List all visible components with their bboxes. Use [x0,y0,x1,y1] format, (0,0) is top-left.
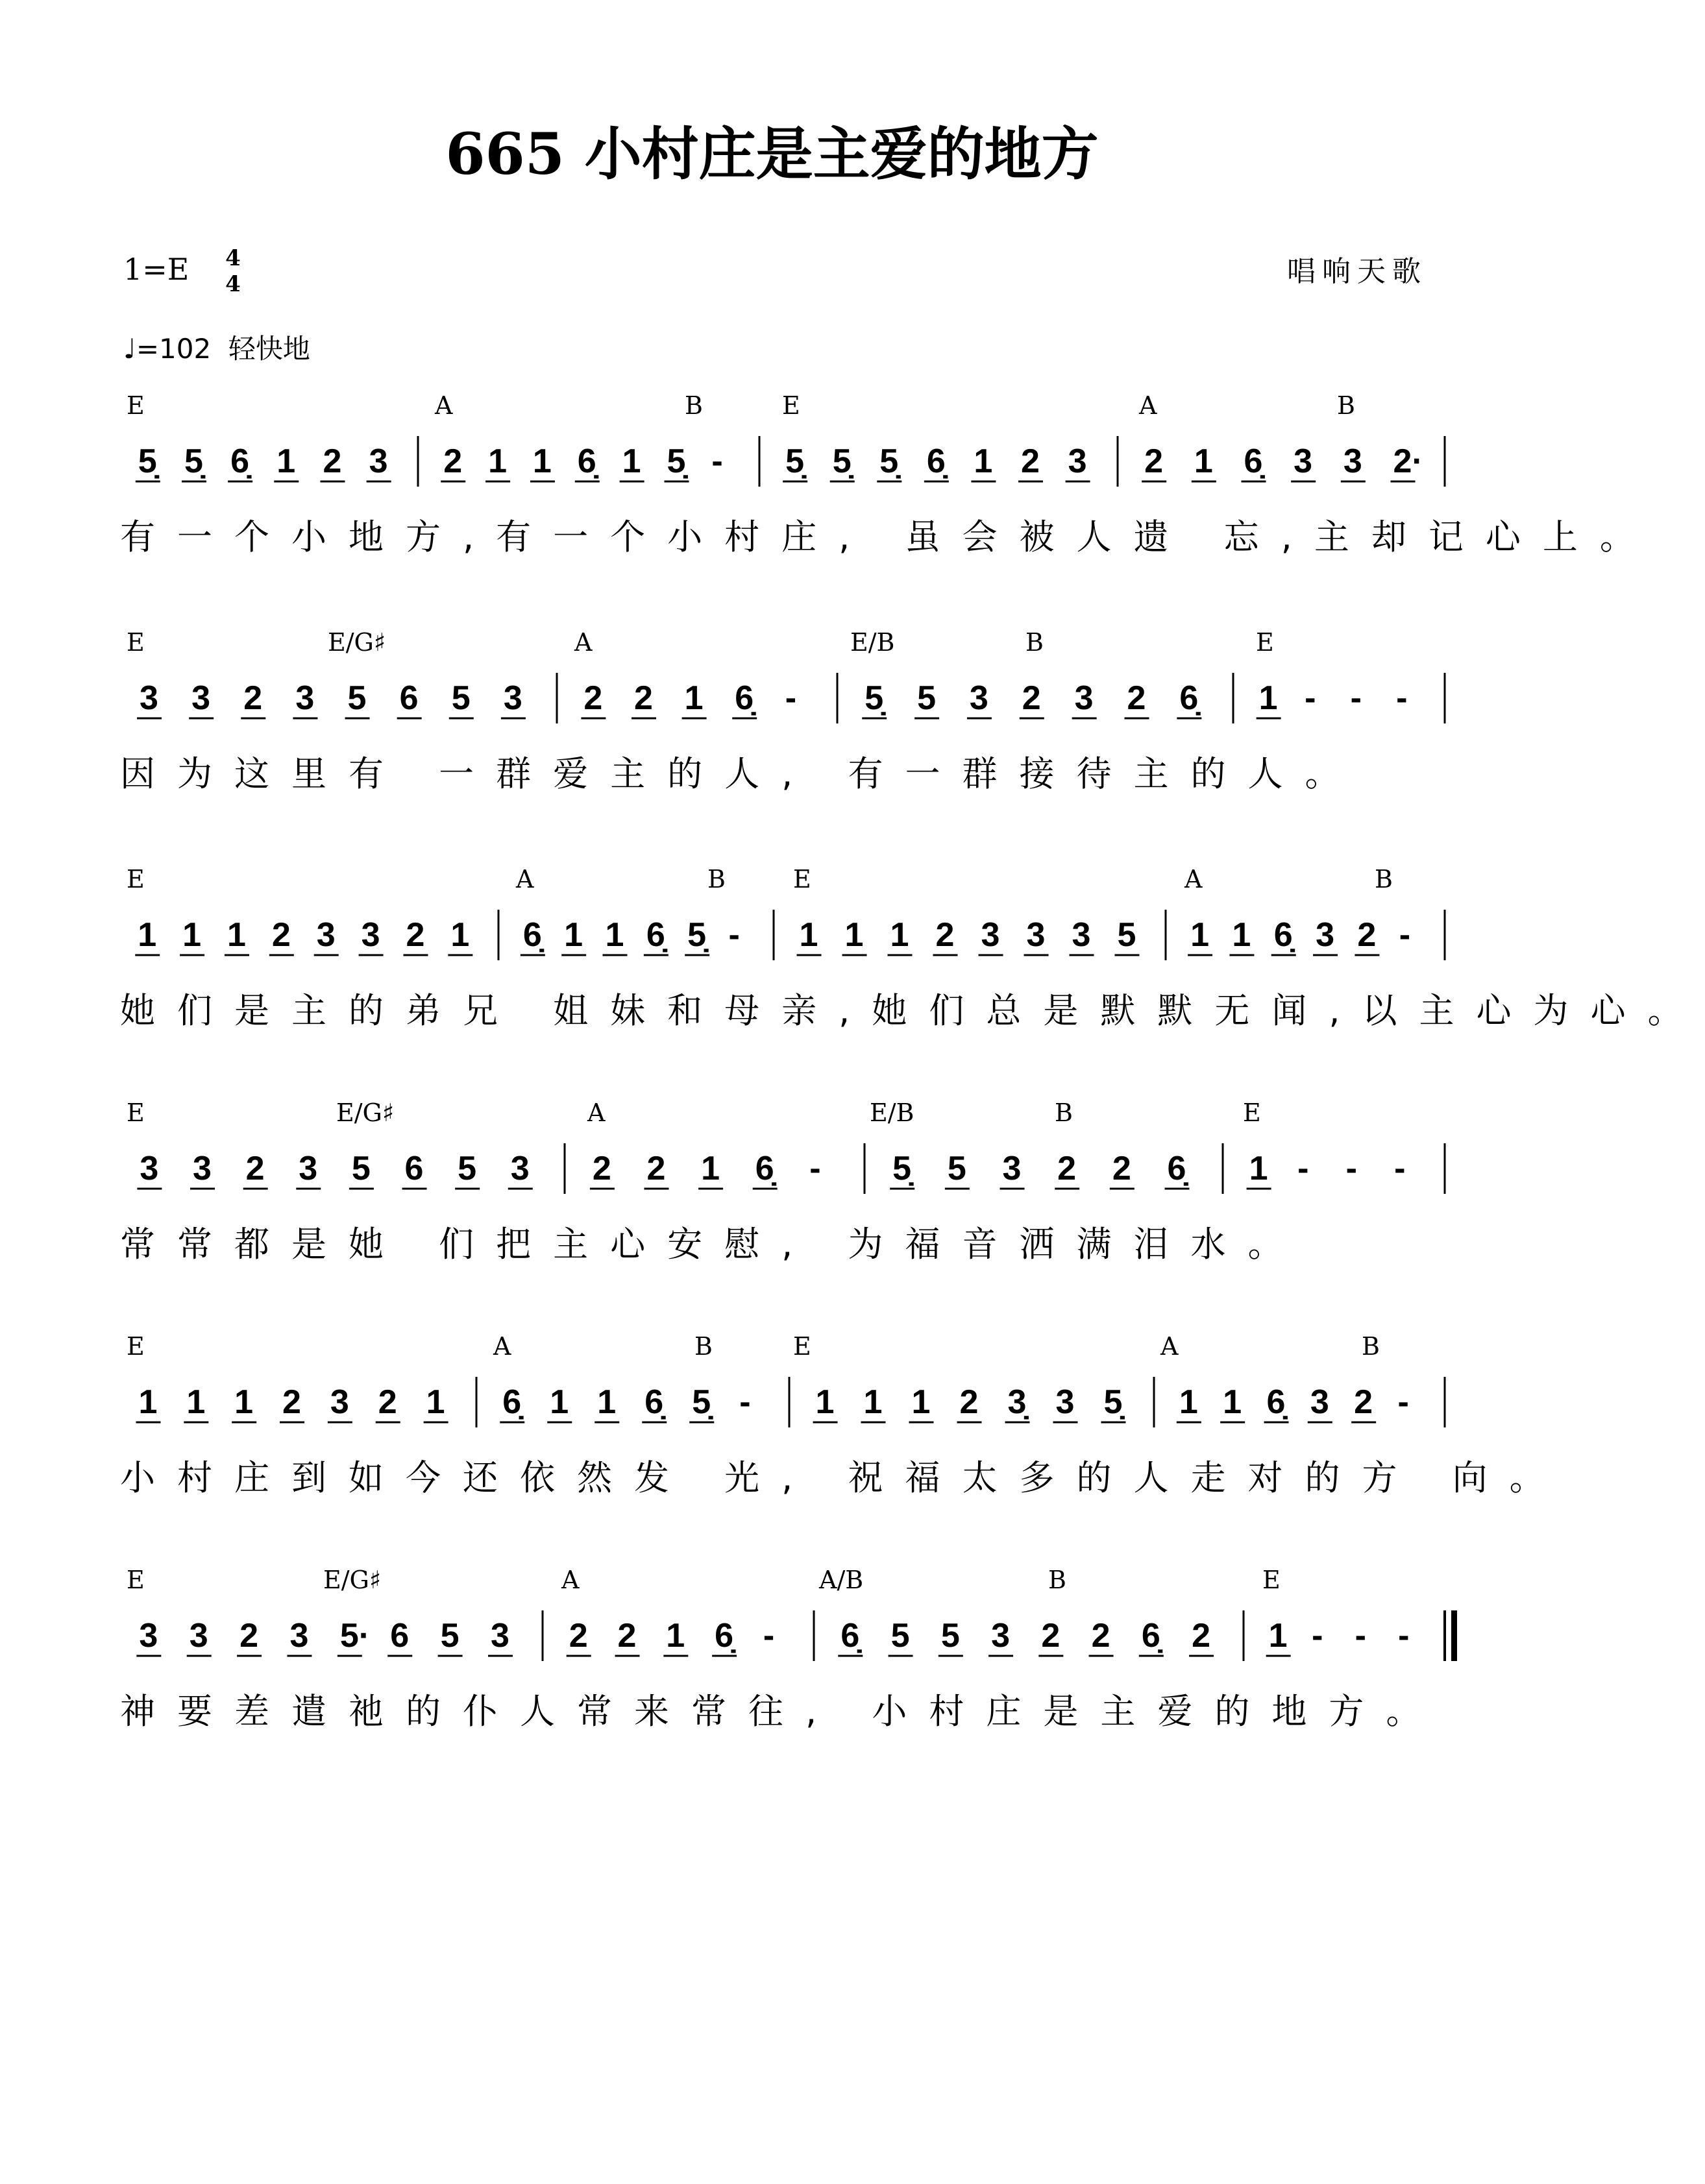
note-number: 3 [969,679,988,717]
note-number: 2 [646,1150,666,1187]
note-number: 1 [684,679,704,717]
note-number: 6̣ [1179,679,1199,717]
dash-extension: - [1394,1150,1406,1187]
note-number: 1 [1249,1150,1268,1187]
note-number: 6̣ [755,1150,774,1187]
time-signature-top: 4 [225,245,241,271]
note-number: 2 [245,1150,265,1187]
staff-line [0,389,1544,506]
tempo-expression: 轻快地 [228,333,310,365]
note-number: 5 [940,1617,960,1655]
credit: 唱响天歌 [1287,255,1427,288]
chord-symbol: E [127,1098,145,1127]
score-system [0,1097,1544,1291]
dash-extension: - [711,443,723,480]
chord-symbol: E/B [870,1098,914,1127]
note-number: 2 [1357,916,1377,954]
note-number: 1 [1194,443,1213,480]
staff-line [0,863,1544,980]
note-number: 5̣ [785,443,805,480]
staff-line [0,1330,1544,1447]
note-number: 1 [564,916,583,954]
note-number: 3 [1074,679,1094,717]
note-number: 1 [911,1383,931,1421]
note-number: 5̣ [138,443,157,480]
score-system [0,1564,1544,1758]
note-number: 3 [189,1617,208,1655]
note-number: 3 [1068,443,1087,480]
chord-symbol: E [1243,1098,1261,1127]
note-number: 6̣ [522,916,542,954]
chord-symbol: E [1256,628,1274,657]
note-number: 3 [981,916,1000,954]
chord-symbol: E [782,391,800,420]
note-number: 5̣ [879,443,899,480]
note-number: 3 [361,916,380,954]
note-number: 5̣ [865,679,884,717]
dash-extension: - [1396,679,1408,717]
chord-symbol: A [587,1098,606,1127]
chord-symbol: E/G♯ [336,1098,395,1127]
note-number: 1 [1268,1617,1288,1655]
note-number: 1 [1258,679,1278,717]
note-number: 1 [666,1617,685,1655]
note-number: 3 [1316,916,1335,954]
note-number: 2 [1144,443,1164,480]
note-number: 1 [138,1383,158,1421]
note-number: 1 [532,443,552,480]
dash-extension: - [1297,1150,1309,1187]
note-number: 3 [289,1617,309,1655]
note-number: 1 [1232,916,1251,954]
score-system [0,1330,1567,1525]
note-number: 3 [503,679,522,717]
note-number: 2 [323,443,342,480]
lyric-line: 小村庄到如今还依然发 光, 祝福太多的人走对的方 向。 [120,1457,1567,1498]
note-number: 5 [458,1150,477,1187]
note-number: 5 [440,1617,460,1655]
note-number: 2 [282,1383,301,1421]
note-number: 5· [339,1617,371,1655]
note-number: 6̣ [1273,916,1293,954]
quarter-note-icon: ♩ [123,333,136,365]
note-number: 5 [947,1150,966,1187]
lyric-line: 因为这里有 一群爱主的人, 有一群接待主的人。 [120,753,1362,794]
note-number: 1 [1190,916,1210,954]
dash-extension: - [809,1150,821,1187]
note-number: 3 [991,1617,1010,1655]
note-number: 2 [583,679,603,717]
note-number: 5 [451,679,471,717]
note-number: 5 [351,1150,371,1187]
time-signature [219,245,247,297]
note-number: 3 [1072,916,1091,954]
staff-line [0,1097,1544,1213]
note-number: 5 [917,679,936,717]
note-number: 1 [450,916,470,954]
note-number: 1 [605,916,624,954]
dash-extension: - [1397,1383,1409,1421]
note-number: 2 [1354,1383,1373,1421]
note-number: 2 [1057,1150,1077,1187]
chord-symbol: A/B [819,1566,864,1594]
note-number: 6̣ [644,1383,664,1421]
note-number: 5̣ [667,443,686,480]
note-number: 1 [597,1383,617,1421]
dash-extension: - [1398,1617,1410,1655]
note-number: 6̣ [840,1617,860,1655]
note-number: 6 [399,679,419,717]
chord-symbol: B [685,391,703,420]
note-number: 2 [935,916,955,954]
note-number: 3 [140,1150,159,1187]
dash-extension: - [1305,679,1316,717]
note-number: 6̣ [502,1383,522,1421]
key-signature: 1=E [123,252,190,287]
note-number: 5̣ [832,443,852,480]
note-number: 5̣ [184,443,203,480]
note-number: 3 [369,443,388,480]
chord-symbol: B [694,1332,713,1361]
chord-symbol: B [1362,1332,1380,1361]
chord-symbol: A [516,865,534,893]
chord-symbol: A [435,391,453,420]
note-number: 2 [1021,443,1040,480]
dash-extension: - [1355,1617,1366,1655]
dash-extension: - [785,679,797,717]
note-number: 2 [1127,679,1146,717]
dash-extension: - [728,916,740,954]
chord-symbol: A [493,1332,511,1361]
chord-symbol: E [127,628,145,657]
score-system [0,863,1705,1058]
note-number: 2· [1393,443,1423,480]
tempo-marking [123,328,310,367]
note-number: 3̣ [1007,1383,1027,1421]
note-number: 2 [1022,679,1041,717]
chord-symbol: E/G♯ [328,628,386,657]
chord-symbol: E [127,865,145,893]
chord-symbol: A [1139,391,1157,420]
chord-symbol: E [793,865,811,893]
chord-symbol: E [1262,1566,1281,1594]
note-number: 1 [138,916,157,954]
note-number: 1 [550,1383,569,1421]
chord-symbol: A [574,628,593,657]
dash-extension: - [739,1383,751,1421]
note-number: 6̣ [1141,1617,1160,1655]
note-number: 1 [863,1383,883,1421]
staff-line [0,1564,1544,1680]
note-number: 1 [426,1383,445,1421]
note-number: 1 [234,1383,254,1421]
chord-symbol: A [1184,865,1203,893]
dash-extension: - [1350,679,1362,717]
note-number: 5 [1117,916,1136,954]
chord-symbol: E [127,391,145,420]
final-barline-thick [1451,1610,1457,1661]
note-number: 3 [1026,916,1046,954]
note-number: 6̣ [926,443,946,480]
note-number: 6̣ [1266,1383,1286,1421]
note-number: 2 [443,443,463,480]
note-number: 3 [1055,1383,1075,1421]
chord-symbol: B [1337,391,1355,420]
note-number: 6̣ [646,916,665,954]
note-number: 2 [1041,1617,1061,1655]
note-number: 1 [488,443,507,480]
note-number: 1 [799,916,818,954]
note-number: 3 [1294,443,1313,480]
note-number: 2 [406,916,425,954]
note-number: 1 [276,443,296,480]
note-number: 3 [316,916,336,954]
chord-symbol: E [127,1566,145,1594]
dash-extension: - [1312,1617,1323,1655]
note-number: 1 [844,916,864,954]
note-number: 3 [1343,443,1362,480]
note-number: 1 [1179,1383,1198,1421]
note-number: 3 [299,1150,318,1187]
note-number: 5 [347,679,367,717]
chord-symbol: E/B [850,628,895,657]
staff-line [0,626,1544,743]
dash-extension: - [1399,916,1411,954]
note-number: 1 [701,1150,720,1187]
note-number: 6̣ [715,1617,734,1655]
note-number: 1 [815,1383,835,1421]
song-title: 665 小村庄是主爱的地方 [445,120,1099,188]
note-number: 3 [140,679,158,717]
lyric-line: 神要差遣祂的仆人常来常往, 小村庄是主爱的地方。 [120,1691,1443,1732]
note-number: 3 [1002,1150,1022,1187]
note-number: 1 [974,443,993,480]
note-number: 2 [1112,1150,1131,1187]
note-number: 2 [1192,1617,1210,1655]
chord-symbol: E [127,1332,145,1361]
time-signature-bottom: 4 [225,271,241,297]
note-number: 2 [239,1617,259,1655]
note-number: 3 [330,1383,349,1421]
note-number: 2 [959,1383,979,1421]
lyric-line: 她们是主的弟兄 姐妹和母亲,她们总是默默无闻,以主心为心。 [120,990,1705,1031]
note-number: 2 [592,1150,611,1187]
note-number: 2 [243,679,263,717]
chord-symbol: B [707,865,726,893]
dash-extension: - [1345,1150,1357,1187]
note-number: 5̣ [692,1383,711,1421]
lyric-line: 常常都是她 们把主心安慰, 为福音洒满泪水。 [120,1224,1305,1265]
note-number: 3 [510,1150,530,1187]
note-number: 3 [490,1617,509,1655]
note-number: 6̣ [1244,443,1263,480]
note-number: 1 [182,916,202,954]
score-system [0,626,1544,821]
chord-symbol: B [1025,628,1044,657]
chord-symbol: B [1375,865,1393,893]
note-number: 1 [186,1383,206,1421]
note-number: 3 [139,1617,158,1655]
note-number: 6 [404,1150,424,1187]
note-number: 2 [271,916,291,954]
chord-symbol: B [1055,1098,1073,1127]
dash-extension: - [763,1617,775,1655]
note-number: 6̣ [735,679,754,717]
chord-symbol: B [1048,1566,1066,1594]
note-number: 5̣ [1103,1383,1123,1421]
note-number: 6 [390,1617,410,1655]
note-number: 3 [295,679,315,717]
note-number: 1 [227,916,246,954]
note-number: 6̣ [230,443,250,480]
note-number: 2 [617,1617,637,1655]
lyric-line: 有一个小地方,有一个小村庄, 虽会被人遗 忘,主却记心上。 [120,516,1657,557]
note-number: 5̣ [687,916,707,954]
note-number: 5̣ [892,1150,912,1187]
note-number: 6̣ [1167,1150,1186,1187]
score-system [0,389,1657,584]
note-number: 6̣ [577,443,596,480]
note-number: 2 [378,1383,397,1421]
chord-symbol: A [561,1566,580,1594]
chord-symbol: A [1160,1332,1179,1361]
note-number: 1 [1223,1383,1242,1421]
note-number: 1 [890,916,909,954]
tempo-value: =102 [136,333,212,365]
note-number: 1 [622,443,641,480]
chord-symbol: E/G♯ [323,1566,382,1594]
note-number: 3 [1310,1383,1329,1421]
note-number: 2 [1091,1617,1110,1655]
note-number: 5 [890,1617,910,1655]
note-number: 3 [191,679,211,717]
chord-symbol: E [793,1332,811,1361]
note-number: 2 [634,679,653,717]
note-number: 2 [569,1617,588,1655]
note-number: 3 [193,1150,212,1187]
